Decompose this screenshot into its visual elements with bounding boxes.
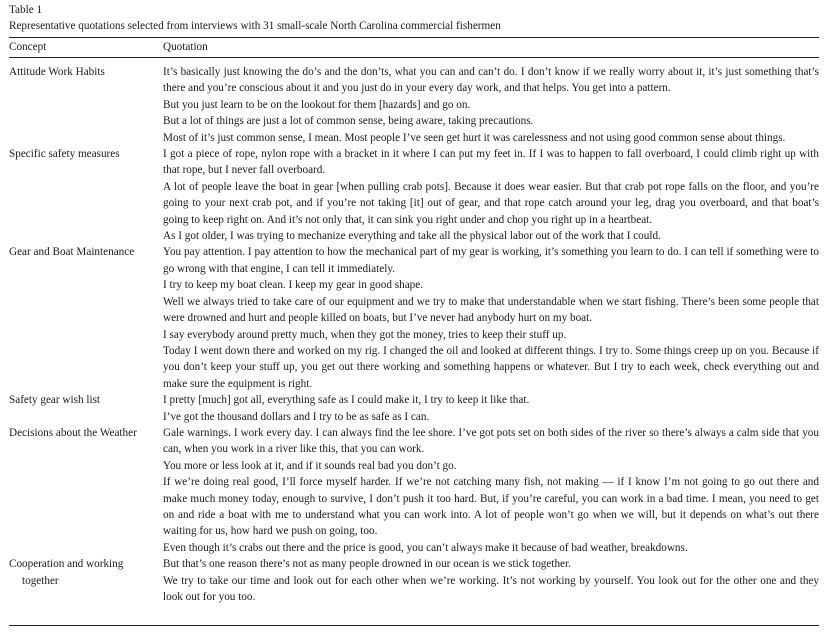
concept-cell <box>9 392 163 425</box>
table-row <box>9 64 819 146</box>
table-row <box>9 556 819 605</box>
concept-cell <box>9 244 163 392</box>
top-rule <box>9 37 819 38</box>
concept-cell <box>9 556 163 605</box>
table-row <box>9 146 819 244</box>
quotation-text: I say everybody around pretty much, when they got the money, tries to keep their stuff up. <box>163 328 567 341</box>
quotation-cell <box>163 425 819 556</box>
concept-label: Cooperation and working <box>9 558 124 571</box>
quotation-text: I got a piece of rope, nylon rope with a bracket in it where I can put my feet in. If I was to happen to fall overboard, I could climb right up with that rope, but I never fall overboard. <box>163 148 819 177</box>
quotation-text: As I got older, I was trying to mechanize everything and take all the physical labor out of the work that I could. <box>163 230 661 243</box>
bottom-rule <box>9 625 819 626</box>
quotation-cell <box>163 392 819 425</box>
quotation-cell <box>163 64 819 146</box>
quotation-text: But you just learn to be on the lookout for them [hazards] and go on. <box>163 98 471 111</box>
quotation-cell <box>163 556 819 605</box>
concept-label: Decisions about the Weather <box>9 426 137 439</box>
quotation-text: I pretty [much] got all, everything safe as I could make it, I try to keep it like that. <box>163 394 530 407</box>
quotation-text: Even though it’s crabs out there and the price is good, you can’t always make it because of bad weather, breakdowns. <box>163 541 688 554</box>
quotation-text: Today I went down there and worked on my rig. I changed the oil and looked at different things. I try to. Some things creep up on you. Because if you don’t keep your stuff up, you get out there working and something happens or whatever. But I try to each week, check everything out and make sure the equipment is right. <box>163 344 819 390</box>
concept-cell <box>9 146 163 244</box>
quotation-text: You more or less look at it, and if it sounds real bad you don’t go. <box>163 459 457 472</box>
concept-cell <box>9 64 163 146</box>
table-label: Table 1 <box>9 4 43 16</box>
concept-label: Safety gear wish list <box>9 394 101 407</box>
quotation-text: Gale warnings. I work every day. I can always find the lee shore. I’ve got pots set on both sides of the river so there’s always a calm side that you can, when you work in a river like this, that you can work. <box>163 426 819 456</box>
concept-label: together <box>22 574 59 587</box>
quotation-cell <box>163 146 819 244</box>
column-header-concept: Concept <box>9 41 47 53</box>
quotation-text: But that’s one reason there’s not as many people drowned in our ocean is we stick together. <box>163 558 571 571</box>
concept-label: Attitude Work Habits <box>9 66 105 78</box>
quotation-text: If we’re doing real good, I’ll force myself harder. If we’re not catching many fish, not making — if I know I’m not going to go out there and make much money today, enough to survive, I don’t push it too hard. But, if you’re careful, you can work in a bad time. I mean, you need to get on and ride a boat with me to understand what you can work into. A lot of people won’t go when we will, but it depends on what’s out there waiting for us, how hard we push on going, too. <box>163 476 819 538</box>
quotation-text: But a lot of things are just a lot of common sense, being aware, taking precautions. <box>163 115 534 128</box>
column-header-quotation: Quotation <box>163 41 208 53</box>
table-row <box>9 392 819 425</box>
concept-label: Gear and Boat Maintenance <box>9 246 135 259</box>
quotation-text: We try to take our time and look out for each other when we’re working. It’s not working by yourself. You look out for the other one and they look out for you too. <box>163 574 819 603</box>
quotation-text: It’s basically just knowing the do’s and the don’ts, what you can and can’t do. I don’t know if we really worry about it, it’s just something that’s there and you’re conscious about it and you just do in your every day work, and that helps. You get into a pattern. <box>163 66 819 95</box>
table-row <box>9 425 819 556</box>
quotation-text: Well we always tried to take care of our equipment and we try to make that understandable when we start fishing. There’s been some people that were drowned and hurt and people killed on boats, but I’ve never had anybody hurt on my boat. <box>163 295 819 325</box>
quotation-cell <box>163 244 819 392</box>
header-rule <box>9 57 819 58</box>
table-title: Representative quotations selected from interviews with 31 small-scale North Carolina commercial fishermen <box>9 20 501 33</box>
quotation-text: Most of it’s just common sense, I mean. Most people I’ve seen get hurt it was carelessness and not using good common sense about things. <box>163 131 786 144</box>
quotation-text: I’ve got the thousand dollars and I try to be as safe as I can. <box>163 410 430 423</box>
concept-label: Specific safety measures <box>9 148 120 161</box>
table-caption <box>9 2 825 35</box>
concept-cell <box>9 425 163 556</box>
quotation-text: I try to keep my boat clean. I keep my gear in good shape. <box>163 279 424 292</box>
table-body <box>9 64 819 605</box>
quotation-text: A lot of people leave the boat in gear [when pulling crab pots]. Because it does wear easier. But that crab pot rope falls on the floor, and you’re going to your next crab pot, and if you’re not taking [it] out of gear, and that rope catch around your leg, drag you overboard, and that boat’s going to keep right on. And it’s not only that, it can sink you right under and chop you right up in a heartbeat. <box>163 180 819 226</box>
quotation-text: You pay attention. I pay attention to how the mechanical part of my gear is working, it’s something you learn to do. I can tell if something were to go wrong with that engine, I can tell it immediately. <box>163 246 819 275</box>
table-row <box>9 244 819 392</box>
